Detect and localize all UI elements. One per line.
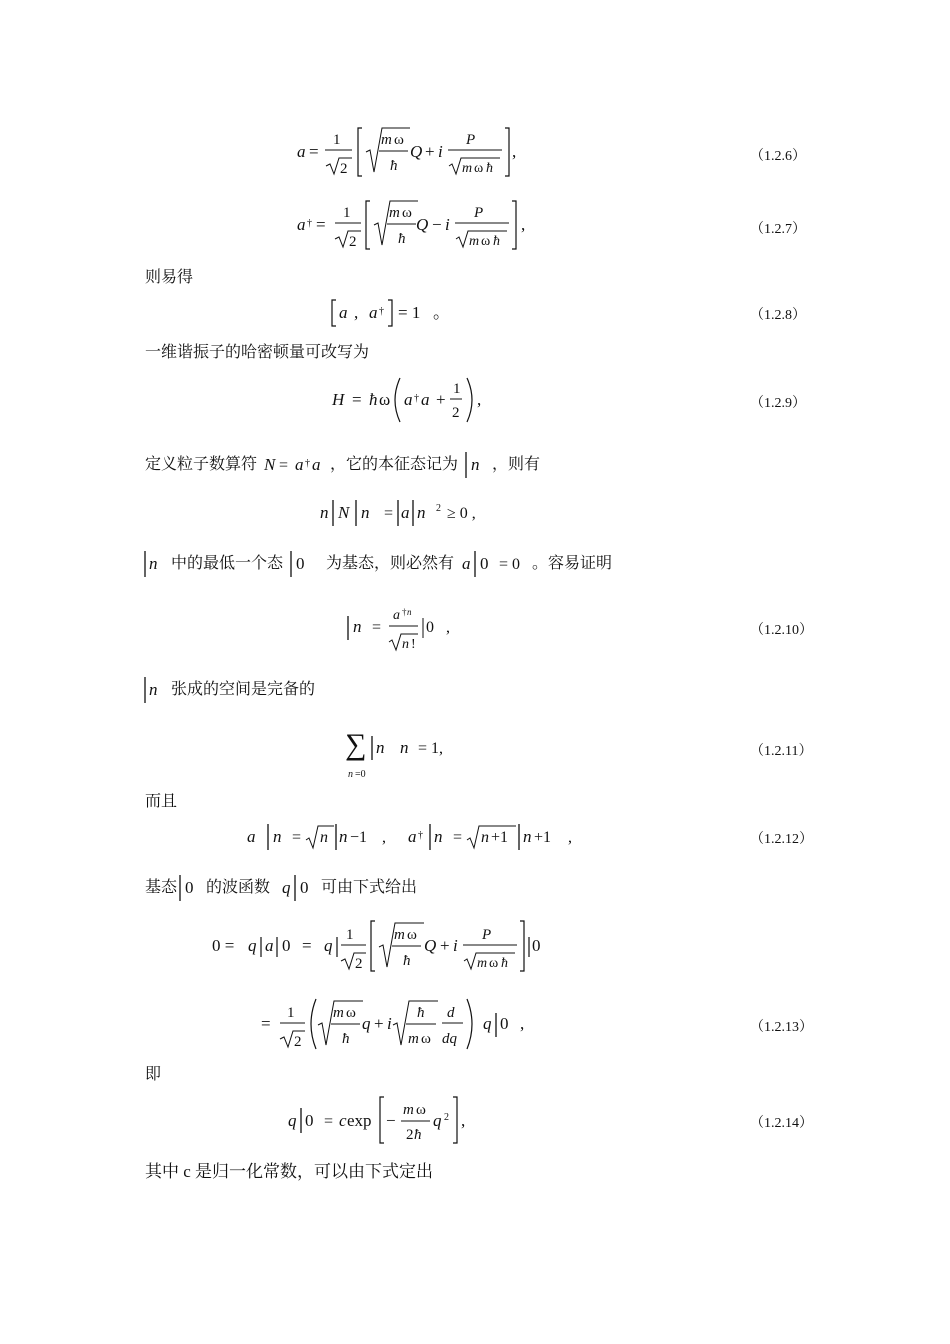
svg-text:2: 2	[452, 405, 460, 421]
svg-text:2: 2	[294, 1034, 302, 1050]
paragraph-text: 。容易证明	[532, 555, 613, 572]
svg-text:a: a	[295, 455, 304, 474]
paragraph-text: 基态	[145, 879, 178, 896]
svg-text:+: +	[374, 1014, 384, 1033]
svg-text:q: q	[433, 1111, 442, 1130]
inline-formula	[140, 549, 166, 579]
inline-formula	[462, 450, 496, 480]
svg-text:m: m	[403, 1102, 414, 1118]
svg-text:i: i	[445, 215, 450, 234]
svg-text:ω: ω	[346, 1005, 356, 1021]
svg-text:n: n	[471, 455, 480, 474]
svg-text:,: ,	[521, 215, 526, 234]
svg-text:=: =	[279, 457, 289, 474]
svg-text:a: a	[247, 827, 256, 846]
equation-number: （1.2.14）	[750, 1116, 813, 1131]
svg-text:ħ: ħ	[414, 1127, 422, 1143]
svg-text:ω: ω	[407, 927, 417, 943]
equation-number: （1.2.6）	[750, 149, 806, 164]
svg-text:=: =	[302, 936, 312, 955]
svg-text:≥ 0 ,: ≥ 0 ,	[447, 505, 476, 522]
equation-1-2-6-formula	[0, 120, 950, 182]
svg-text:1: 1	[287, 1005, 295, 1021]
svg-text:1: 1	[453, 381, 461, 397]
svg-text:= 1: = 1	[398, 303, 421, 322]
svg-text:ω: ω	[481, 234, 491, 249]
paragraph-text: ，它的本征态记为	[330, 456, 459, 473]
svg-text:0: 0	[532, 936, 541, 955]
svg-text:ω: ω	[402, 205, 412, 221]
svg-text:N: N	[338, 503, 350, 522]
equation-number: （1.2.8）	[750, 308, 806, 323]
paragraph-text: 其中 c 是归一化常数，可以由下式定出	[145, 1162, 434, 1181]
svg-text:n: n	[348, 769, 353, 780]
svg-text:,: ,	[512, 142, 517, 161]
svg-text:ω: ω	[394, 132, 404, 148]
paragraph-text: ，则有	[492, 456, 541, 473]
equation-1-2-9	[0, 372, 950, 428]
svg-text:P: P	[466, 132, 476, 148]
svg-text:0: 0	[282, 936, 291, 955]
svg-text:c: c	[339, 1111, 347, 1130]
svg-text:1: 1	[333, 132, 341, 148]
svg-text:n: n	[400, 738, 409, 757]
svg-text:m: m	[462, 161, 473, 176]
svg-text:a: a	[401, 503, 410, 522]
svg-text:ω: ω	[416, 1102, 426, 1118]
svg-text:0: 0	[480, 554, 489, 573]
svg-text:†: †	[305, 458, 310, 469]
svg-text:n: n	[434, 827, 443, 846]
svg-text:=: =	[324, 1113, 334, 1130]
equation-1-2-8	[0, 297, 950, 329]
svg-text:2: 2	[349, 234, 357, 250]
svg-text:1: 1	[343, 205, 351, 221]
svg-text:+: +	[436, 390, 446, 409]
svg-text:†: †	[414, 393, 419, 404]
equation-number: （1.2.7）	[750, 222, 806, 237]
svg-text:=: =	[453, 829, 463, 846]
svg-text:m: m	[389, 205, 400, 221]
svg-text:q: q	[362, 1014, 371, 1033]
paragraph-text: 可由下式给出	[321, 879, 418, 896]
svg-text:2: 2	[406, 1127, 414, 1143]
equation-1-2-13-line-1	[0, 915, 950, 977]
svg-text:n: n	[353, 617, 362, 636]
svg-text:q: q	[282, 878, 291, 897]
svg-text:d: d	[447, 1005, 455, 1021]
svg-text:n: n	[149, 554, 158, 573]
paragraph-number-operator	[0, 450, 950, 480]
paragraph-text: 一维谐振子的哈密顿量可改写为	[145, 344, 370, 361]
inline-formula	[287, 549, 315, 579]
svg-text:=: =	[352, 390, 362, 409]
paragraph-text: 中的最低一个态	[171, 555, 284, 572]
equation-1-2-11	[0, 722, 950, 784]
svg-text:q: q	[324, 936, 333, 955]
svg-text:Q: Q	[424, 936, 437, 955]
equation-expectation	[0, 498, 950, 528]
svg-text:q: q	[248, 936, 257, 955]
svg-text:a: a	[462, 554, 471, 573]
svg-text:ħ: ħ	[369, 390, 378, 409]
svg-text:ħ: ħ	[403, 953, 411, 969]
svg-text:n: n	[320, 503, 329, 522]
svg-text:n: n	[273, 827, 282, 846]
svg-text:ω: ω	[421, 1031, 431, 1047]
svg-text:a: a	[297, 215, 306, 234]
expectation-formula	[0, 498, 950, 528]
svg-text:n: n	[523, 827, 532, 846]
svg-text:m: m	[381, 132, 392, 148]
paragraph-text: 定义粒子数算符	[145, 456, 258, 473]
svg-text:=: =	[292, 829, 302, 846]
svg-text:n: n	[407, 607, 412, 617]
svg-text:,: ,	[382, 829, 386, 846]
svg-text:n: n	[376, 738, 385, 757]
equation-1-2-10	[0, 600, 950, 656]
svg-text:0 =: 0 =	[212, 936, 235, 955]
svg-text:P: P	[474, 205, 484, 221]
svg-text:= 0: = 0	[499, 556, 521, 573]
svg-text:−: −	[386, 1111, 396, 1130]
equation-number: （1.2.13）	[750, 1020, 813, 1035]
paragraph-text: 的波函数	[206, 879, 271, 896]
svg-text:,: ,	[354, 303, 359, 322]
inline-formula	[176, 873, 200, 903]
svg-text:0: 0	[296, 554, 305, 573]
paragraph-text: 而且	[145, 793, 178, 810]
paragraph-text: 即	[145, 1066, 162, 1083]
svg-text:ħ: ħ	[398, 231, 406, 247]
svg-text:†: †	[418, 830, 423, 841]
svg-text:−1: −1	[350, 829, 368, 846]
svg-text:+: +	[440, 936, 450, 955]
svg-text:n: n	[361, 503, 370, 522]
svg-text:0: 0	[185, 878, 194, 897]
svg-text:ħ: ħ	[493, 234, 500, 249]
inline-formula	[140, 675, 166, 705]
svg-text:=: =	[261, 1014, 271, 1033]
equation-1-2-13-formula-line-1	[0, 915, 950, 977]
svg-text:= 1,: = 1,	[418, 740, 444, 757]
svg-text:a: a	[369, 303, 378, 322]
svg-text:2: 2	[355, 956, 363, 972]
svg-text:,: ,	[520, 1014, 525, 1033]
svg-text:i: i	[453, 936, 458, 955]
svg-text:ω: ω	[474, 161, 484, 176]
svg-text:dq: dq	[442, 1031, 457, 1047]
svg-text:=: =	[372, 619, 382, 636]
equation-1-2-7	[0, 193, 950, 255]
svg-text:m: m	[477, 956, 488, 971]
inline-formula	[262, 450, 340, 480]
svg-text:a: a	[421, 390, 430, 409]
paragraph-text: 张成的空间是完备的	[171, 681, 316, 698]
inline-formula	[280, 873, 316, 903]
svg-text:=: =	[316, 215, 326, 234]
svg-text:n: n	[402, 637, 409, 652]
svg-text:0: 0	[500, 1014, 509, 1033]
equation-1-2-14	[0, 1093, 950, 1149]
svg-text:a: a	[393, 608, 400, 623]
svg-text:n: n	[339, 827, 348, 846]
svg-text:。: 。	[433, 303, 450, 322]
equation-number: （1.2.11）	[750, 744, 813, 759]
svg-text:ħ: ħ	[390, 158, 398, 174]
svg-text:ħ: ħ	[501, 956, 508, 971]
equation-1-2-7-formula	[0, 193, 950, 255]
svg-text:m: m	[408, 1031, 419, 1047]
svg-text:2: 2	[436, 503, 441, 514]
svg-text:=: =	[384, 505, 394, 522]
svg-text:+1: +1	[534, 829, 552, 846]
svg-text:n: n	[481, 829, 489, 846]
svg-text:a: a	[297, 142, 306, 161]
svg-text:,: ,	[477, 390, 482, 409]
paragraph-wavefunction	[0, 873, 950, 903]
svg-text:m: m	[333, 1005, 344, 1021]
svg-text:,: ,	[461, 1111, 466, 1130]
svg-text:∑: ∑	[345, 728, 367, 761]
svg-text:m: m	[394, 927, 405, 943]
svg-text:0: 0	[300, 878, 309, 897]
equation-1-2-9-formula	[0, 372, 950, 428]
svg-text:ħ: ħ	[342, 1031, 350, 1047]
svg-text:2: 2	[340, 161, 348, 177]
equation-1-2-12	[0, 820, 950, 856]
paragraph-text: 为基态，则必然有	[326, 555, 455, 572]
svg-text:Q: Q	[410, 142, 423, 161]
svg-text:=: =	[309, 142, 319, 161]
svg-text:q: q	[288, 1111, 297, 1130]
svg-text:P: P	[482, 927, 492, 943]
svg-text:ω: ω	[489, 956, 499, 971]
svg-text:n: n	[149, 680, 158, 699]
svg-text:a: a	[404, 390, 413, 409]
paragraph-completeness	[0, 675, 950, 705]
svg-text:a: a	[339, 303, 348, 322]
svg-text:N: N	[264, 455, 276, 474]
svg-text:†: †	[402, 607, 407, 617]
svg-text:−: −	[432, 215, 442, 234]
equation-number: （1.2.12）	[750, 832, 813, 847]
equation-1-2-13-line-2	[0, 993, 950, 1055]
svg-text:ħ: ħ	[486, 161, 493, 176]
inline-formula	[460, 549, 540, 579]
equation-1-2-8-formula	[0, 297, 950, 329]
svg-text:+1: +1	[491, 829, 509, 846]
svg-text:a: a	[312, 455, 321, 474]
paragraph-ground-state	[0, 549, 950, 579]
equation-number: （1.2.10）	[750, 623, 813, 638]
svg-text:2: 2	[444, 1112, 449, 1123]
svg-text:i: i	[387, 1014, 392, 1033]
paragraph-text: 则易得	[145, 269, 194, 286]
svg-text:=0: =0	[355, 769, 366, 780]
svg-text:0: 0	[426, 619, 434, 636]
svg-text:exp: exp	[347, 1111, 372, 1130]
svg-text:q: q	[483, 1014, 492, 1033]
svg-text:1: 1	[346, 927, 354, 943]
svg-text:m: m	[469, 234, 480, 249]
svg-text:n: n	[417, 503, 426, 522]
svg-text:†: †	[379, 306, 384, 317]
svg-text:a: a	[408, 827, 417, 846]
svg-text:Q: Q	[416, 215, 429, 234]
equation-number: （1.2.9）	[750, 396, 806, 411]
svg-text:ω: ω	[379, 390, 391, 409]
svg-text:ħ: ħ	[417, 1005, 425, 1021]
svg-text:n: n	[320, 829, 328, 846]
svg-text:a: a	[265, 936, 274, 955]
equation-1-2-6	[0, 120, 950, 182]
svg-text:!: !	[411, 637, 416, 652]
svg-text:0: 0	[305, 1111, 314, 1130]
svg-text:,: ,	[446, 619, 450, 636]
svg-text:H: H	[332, 390, 345, 409]
svg-text:+: +	[425, 142, 435, 161]
svg-text:†: †	[307, 218, 312, 229]
svg-text:,: ,	[568, 829, 572, 846]
svg-text:i: i	[438, 142, 443, 161]
